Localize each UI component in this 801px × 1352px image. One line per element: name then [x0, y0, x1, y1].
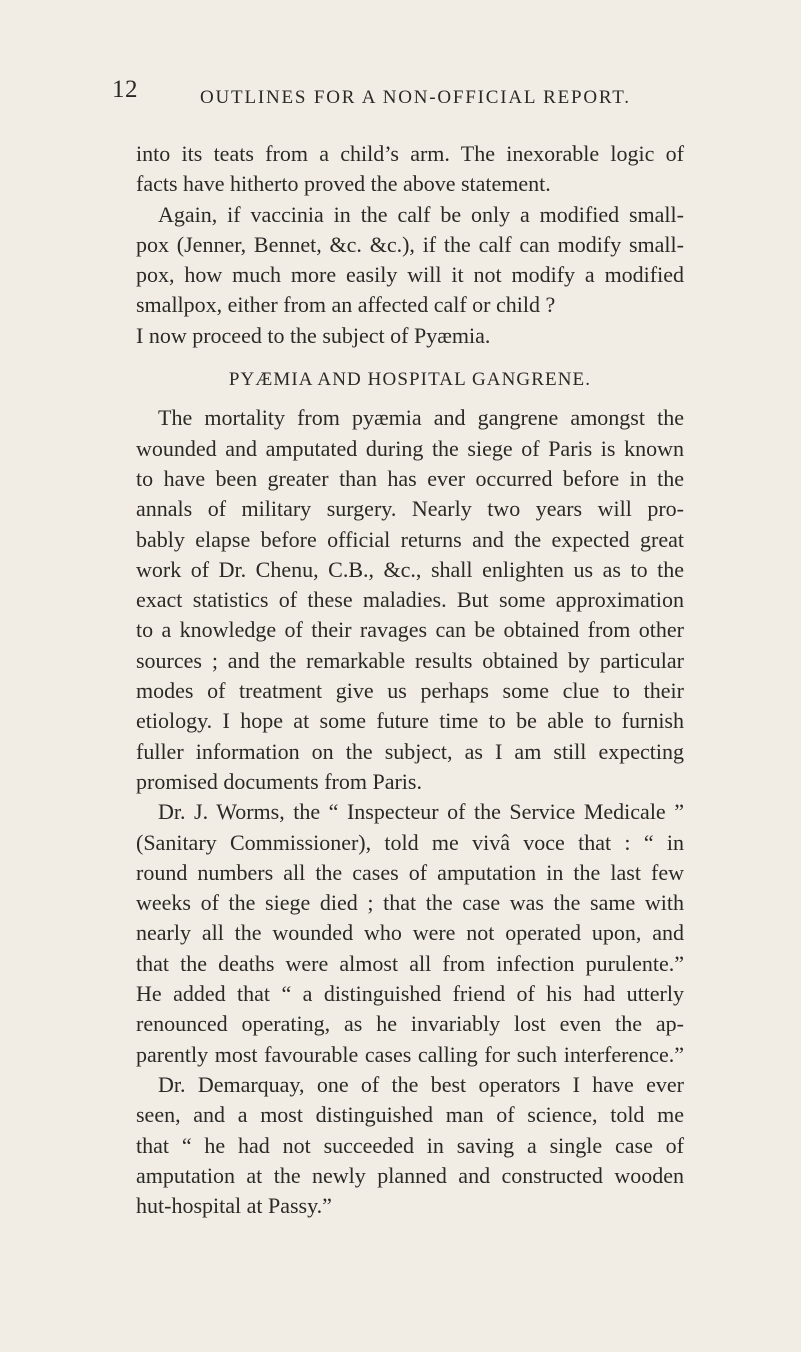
text-line: work of Dr. Chenu, C.B., &c., shall enlighten us as to the — [136, 556, 684, 582]
text-line: exact statistics of these maladies. But some approximation — [136, 587, 684, 613]
text-line: that the deaths were almost all from infection purulente.” — [136, 950, 684, 976]
text-line: fuller information on the subject, as I am still expecting — [136, 738, 684, 764]
page-number: 12 — [112, 76, 138, 103]
text-line: etiology. I hope at some future time to be able to furnish — [136, 708, 684, 734]
text-line: sources ; and the remarkable results obtained by particular — [136, 647, 684, 673]
text-line: pox (Jenner, Bennet, &c. &c.), if the calf can modify small- — [136, 231, 684, 257]
text-line: pox, how much more easily will it not modify a modified — [136, 262, 684, 288]
text-line: modes of treatment give us perhaps some clue to their — [136, 678, 684, 704]
text-line: seen, and a most distinguished man of science, told me — [136, 1102, 684, 1128]
body-text — [136, 139, 684, 1221]
running-head: OUTLINES FOR A NON-OFFICIAL REPORT. — [200, 87, 631, 108]
text-line: He added that “ a distinguished friend of his had utterly — [136, 981, 684, 1007]
text-line: weeks of the siege died ; that the case was the same with — [136, 890, 684, 916]
text-line: nearly all the wounded who were not operated upon, and — [136, 920, 684, 946]
text-line: round numbers all the cases of amputation in the last few — [136, 859, 684, 885]
text-line: into its teats from a child’s arm. The inexorable logic of — [136, 141, 684, 166]
text-line: annals of military surgery. Nearly two years will pro- — [136, 496, 684, 522]
section-heading: PYÆMIA AND HOSPITAL GANGRENE. — [228, 369, 592, 391]
text-line: renounced operating, as he invariably lost even the ap- — [136, 1011, 684, 1037]
text-line: facts have hitherto proved the above statement. — [136, 171, 551, 197]
page-header — [0, 76, 801, 116]
text-line: hut-hospital at Passy.” — [136, 1193, 332, 1219]
text-line: parently most favourable cases calling for such interference.” — [136, 1041, 684, 1067]
text-line: promised documents from Paris. — [136, 768, 422, 794]
text-line: wounded and amputated during the siege of Paris is known — [136, 435, 684, 461]
text-line: Again, if vaccinia in the calf be only a modified small- — [158, 201, 684, 227]
text-line: bably elapse before official returns and the expected great — [136, 526, 684, 552]
text-line: to have been greater than has ever occurred before in the — [136, 465, 684, 491]
text-line: amputation at the newly planned and constructed wooden — [136, 1162, 684, 1188]
text-line: that “ he had not succeeded in saving a single case of — [136, 1132, 684, 1158]
text-line: (Sanitary Commissioner), told me vivâ voce that : “ in — [136, 829, 684, 855]
text-line: The mortality from pyæmia and gangrene amongst the — [158, 405, 684, 431]
text-line: Dr. J. Worms, the “ Inspecteur of the Service Medicale ” — [158, 799, 684, 825]
text-line: to a knowledge of their ravages can be obtained from other — [136, 617, 684, 643]
text-line: Dr. Demarquay, one of the best operators I have ever — [158, 1071, 684, 1097]
text-line: I now proceed to the subject of Pyæmia. — [136, 322, 491, 348]
text-line: smallpox, either from an affected calf or child ? — [136, 292, 556, 318]
